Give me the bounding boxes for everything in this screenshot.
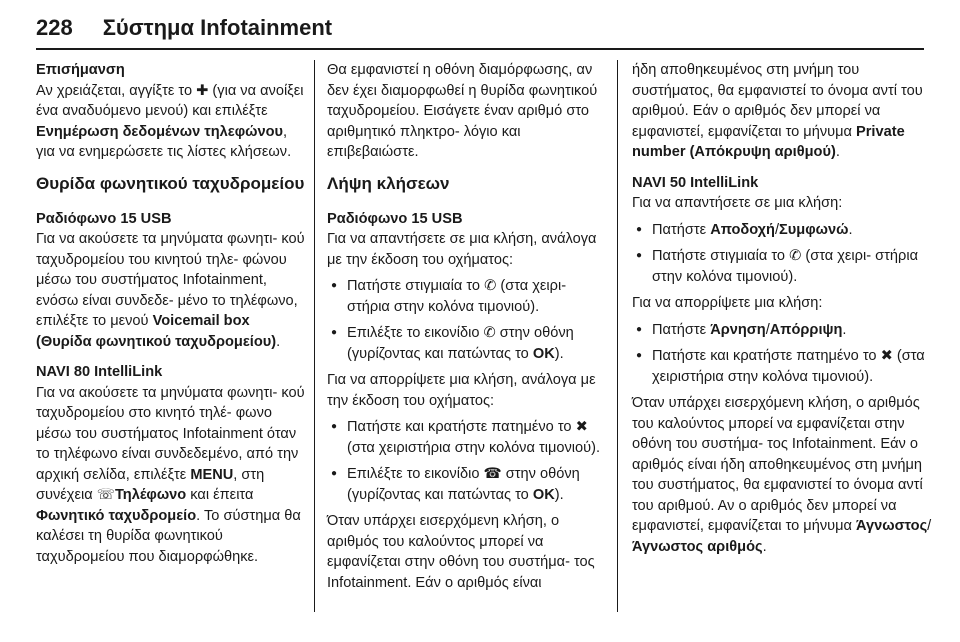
subheading-navi50: NAVI 50 IntelliLink <box>632 174 759 191</box>
accept-label: Αποδοχή <box>710 221 775 238</box>
phone-answer-icon: ✆ <box>483 325 496 341</box>
list-item: ● Πατήστε και κρατήστε πατημένο το ✖ (στα χειριστήρια στην κολόνα τιμονιού). <box>632 346 932 387</box>
section-heading-voicemail: Θυρίδα φωνητικού ταχυδρομείου <box>36 173 305 193</box>
column-divider <box>314 60 315 612</box>
phone-hangup-icon: ✖ <box>880 348 893 364</box>
intro-text: Θα εμφανιστεί η οθόνη διαμόρφωσης, αν δεν έχει διαμορφωθεί η θυρίδα φωνητικού ταχυδρομείου. Εισάγετε έναν αριθμό στο αριθμητικό πληκτρο- λόγιο και επιβεβαιώστε. <box>327 62 598 160</box>
reject-text: Για να απορρίψετε μια κλήση, ανάλογα με την έκδοση του οχήματος: <box>327 372 596 409</box>
ok-label: OK <box>532 486 555 503</box>
list-item: ● Πατήστε Άρνηση/Απόρριψη. <box>632 320 932 341</box>
phone-hangup-icon: ☎ <box>483 466 502 482</box>
phone-label: Τηλέφωνο <box>114 487 187 503</box>
voicemail-label: Φωνητικό ταχυδρομείο <box>36 507 197 524</box>
phone-answer-icon: ✆ <box>789 248 802 264</box>
list-item: ● Επιλέξτε το εικονίδιο ✆ στην οθόνη (γυρίζοντας και πατώντας το OK). <box>327 323 612 364</box>
list-item: ● Πατήστε στιγμιαία το ✆ (στα χειρι- στήρια στην κολόνα τιμονιού). <box>632 246 932 287</box>
radio-answer: Ραδιόφωνο 15 USB Για να απαντήσετε σε μια κλήση, ανάλογα με την έκδοση του οχήματος: <box>327 210 597 268</box>
column-divider <box>617 60 618 612</box>
subheading-radio: Ραδιόφωνο 15 USB <box>36 210 172 227</box>
navi50-answer: NAVI 50 IntelliLink Για να απαντήσετε σε μια κλήση: <box>632 174 843 211</box>
radio-voicemail: Ραδιόφωνο 15 USB Για να ακούσετε τα μηνύματα φωνητι- κού ταχυδρομείου του κινητού τηλε- φώνου μέσω του συστήματος Infotainment, ενόσω είναι συνδεδε- μένο το τηλέφωνο, επιλέξτε το μενού Voicemail box (Θυρίδα φωνητικού ταχυδρομείου). <box>36 210 305 350</box>
unknown-number-label: Άγνωστος αριθμός <box>632 538 763 555</box>
page-title: Σύστημα Infotainment <box>102 15 333 40</box>
column-3 <box>632 60 932 612</box>
menu-label: MENU <box>190 466 234 483</box>
answer-list <box>327 276 612 364</box>
column-1 <box>36 60 306 612</box>
answer-label: Συμφωνώ <box>779 221 849 238</box>
reject-list <box>327 417 612 505</box>
incoming-call-text: Όταν υπάρχει εισερχόμενη κλήση, ο αριθμός του καλούντος μπορεί να εμφανίζεται στην οθόνη του συστήμα- τος Infotainment. Εάν ο αριθμός είναι <box>327 513 595 591</box>
subheading-radio: Ραδιόφωνο 15 USB <box>327 210 463 227</box>
subheading-navi80: NAVI 80 IntelliLink <box>36 364 163 380</box>
ok-label: OK <box>532 345 555 362</box>
phone-answer-icon: ✆ <box>484 278 497 294</box>
unknown-label: Άγνωστος <box>856 518 928 534</box>
reject-list <box>632 320 932 388</box>
list-item: ● Επιλέξτε το εικονίδιο ☎ στην οθόνη (γυρίζοντας και πατώντας το OK). <box>327 464 612 505</box>
incoming-call-text: Όταν υπάρχει εισερχόμενη κλήση, ο αριθμός του καλούντος μπορεί να εμφανίζεται στην οθόνη του συστήμα- τος Infotainment. Εάν ο αριθμός είναι ήδη αποθηκευμένος στη μνήμη του συστήματος, θα εμφανιστεί το όνομα αντί του αριθμού. Αν ο αριθμός δεν μπορεί να εμφανιστεί, εμφανίζεται το μήνυμα Άγνωστος/Άγνωστος αριθμός. <box>632 395 932 555</box>
page-header <box>36 8 924 50</box>
phone-icon: ☏ <box>96 487 115 503</box>
answer-list <box>632 220 932 288</box>
page-number: 228 <box>36 15 73 40</box>
navi80-voicemail: NAVI 80 IntelliLink Για να ακούσετε τα μηνύματα φωνητι- κού ταχυδρομείου στο κινητό τηλέ- φωνο μέσω του συστήματος Infotainment όταν το τηλέφωνο είναι συνδεδεμένο, από την αρχική σελίδα, επιλέξτε MENU, στη συνέχεια ☏Τηλέφωνο και έπειτα Φωνητικό ταχυδρομείο. Το σύστημα θα καλέσει τη θυρίδα φωνητικού ταχυδρομείου που διαμορφώθηκε. <box>36 364 305 565</box>
reject-text: Για να απορρίψετε μια κλήση: <box>632 295 823 311</box>
continued-text: ήδη αποθηκευμένος στη μνήμη του συστήματος, θα εμφανιστεί το όνομα αντί του αριθμού. Εάν ο αριθμός δεν μπορεί να εμφανιστεί, εμφανίζεται το μήνυμα Private number (Απόκρυψη αριθμού). <box>632 62 923 160</box>
note-title: Επισήμανση <box>36 62 125 78</box>
phone-hangup-icon: ✖ <box>575 419 588 435</box>
reject-label: Απόρριψη <box>769 321 843 338</box>
plus-icon: ✚ <box>196 82 209 99</box>
private-number-label: Private number (Απόκρυψη αριθμού) <box>632 123 905 160</box>
column-2 <box>327 60 612 612</box>
list-item: ● Πατήστε και κρατήστε πατημένο το ✖ (στα χειριστήρια στην κολόνα τιμονιού). <box>327 417 612 458</box>
note: Επισήμανση Αν χρειάζεται, αγγίξτε το ✚ (για να ανοίξει ένα αναδυόμενο μενού) και επιλέξτε Ενημέρωση δεδομένων τηλεφώνου, για να ενημερώσετε τις λίστες κλήσεων. <box>36 62 304 160</box>
list-item: ● Πατήστε Αποδοχή/Συμφωνώ. <box>632 220 932 241</box>
decline-label: Άρνηση <box>710 321 766 338</box>
voicemail-box-menu: Voicemail box (Θυρίδα φωνητικού ταχυδρομείου) <box>36 313 277 350</box>
section-heading-receive-calls: Λήψη κλήσεων <box>327 173 450 193</box>
list-item: ● Πατήστε στιγμιαία το ✆ (στα χειρι- στήρια στην κολόνα τιμονιού). <box>327 276 612 317</box>
update-phone-data-menu: Ενημέρωση δεδομένων τηλεφώνου <box>36 123 284 140</box>
